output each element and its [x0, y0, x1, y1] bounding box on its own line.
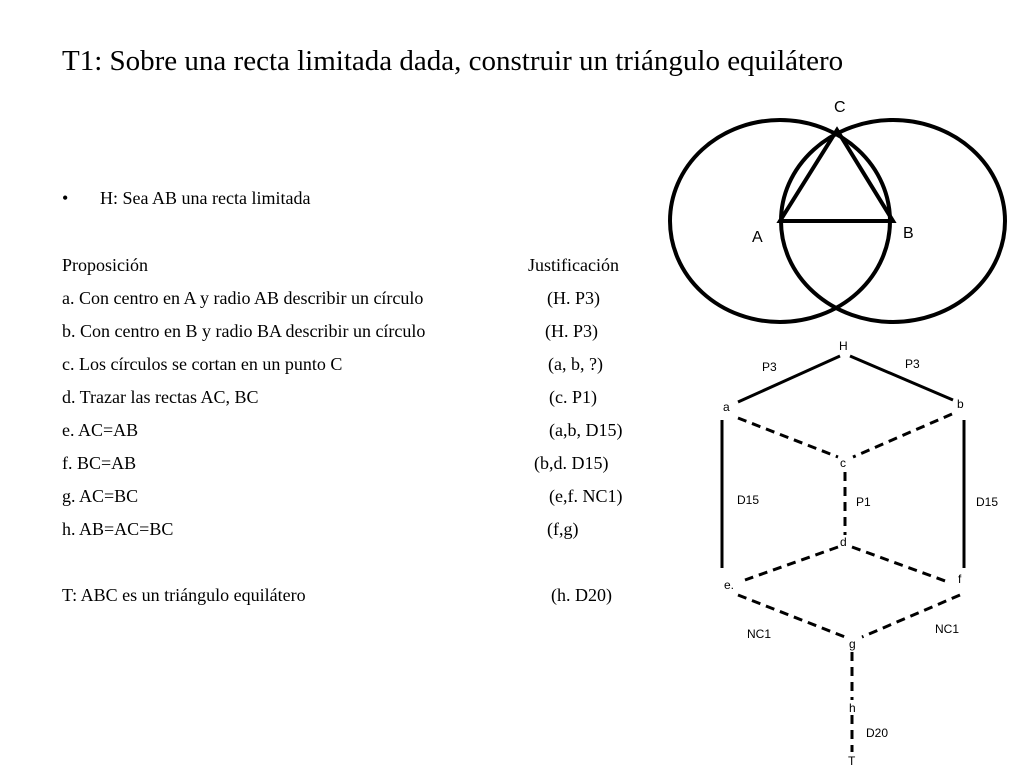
label-a: A	[752, 229, 763, 246]
header-proposicion: Proposición	[62, 255, 149, 275]
edge-d-f	[852, 547, 948, 582]
row-justification: (c. P1)	[549, 387, 597, 407]
edge-h-b	[850, 356, 953, 400]
node-g: g	[849, 637, 856, 651]
edge-h-a	[738, 356, 840, 402]
edge-label-a-e: D15	[737, 493, 760, 507]
row-justification: (H. P3)	[547, 288, 600, 308]
row-proposition: b. Con centro en B y radio BA describir un círculo	[62, 321, 426, 341]
dependency-graph	[722, 356, 964, 752]
row-justification: (b,d. D15)	[534, 453, 609, 473]
conclusion-justification: (h. D20)	[551, 585, 612, 605]
label-b: B	[903, 225, 914, 242]
graph-node-labels	[723, 339, 964, 768]
hypothesis-text: H: Sea AB una recta limitada	[100, 188, 311, 208]
row-proposition: f. BC=AB	[62, 453, 137, 473]
node-a: a	[723, 400, 730, 414]
edge-b-c	[853, 414, 952, 457]
graph-edge-labels	[737, 357, 998, 740]
row-justification: (H. P3)	[545, 321, 598, 341]
conclusion-proposition: T: ABC es un triángulo equilátero	[62, 585, 306, 605]
edge-label-h-a: P3	[762, 360, 777, 374]
edge-label-b-f: D15	[976, 495, 999, 509]
node-c: c	[840, 456, 846, 470]
slide-title: T1: Sobre una recta limitada dada, construir un triángulo equilátero	[62, 45, 844, 77]
edge-label-e-g: NC1	[747, 627, 772, 641]
construction-figure	[670, 120, 1005, 322]
edge-label-h-b: P3	[905, 357, 920, 371]
row-proposition: d. Trazar las rectas AC, BC	[62, 387, 259, 407]
node-f: f	[958, 572, 962, 586]
row-justification: (e,f. NC1)	[549, 486, 623, 506]
row-justification: (a,b, D15)	[549, 420, 623, 440]
node-b: b	[957, 397, 964, 411]
node-e: e.	[724, 578, 735, 592]
row-justification: (a, b, ?)	[548, 354, 603, 374]
row-proposition: e. AC=AB	[62, 420, 139, 440]
node-h: H	[839, 339, 848, 353]
row-proposition: h. AB=AC=BC	[62, 519, 174, 539]
header-justificacion: Justificación	[528, 255, 619, 275]
row-proposition: g. AC=BC	[62, 486, 139, 506]
edge-label-f-g: NC1	[935, 622, 960, 636]
node-t: T	[848, 754, 856, 768]
edge-a-c	[738, 418, 838, 457]
edge-label-h-t: D20	[866, 726, 889, 740]
node-h-lower: h	[849, 701, 856, 715]
label-c: C	[834, 99, 846, 116]
node-d: d	[840, 535, 847, 549]
edge-d-e	[745, 547, 838, 580]
edge-label-c-d: P1	[856, 495, 871, 509]
row-proposition: a. Con centro en A y radio AB describir un círculo	[62, 288, 424, 308]
bullet: •	[62, 188, 69, 208]
row-proposition: c. Los círculos se cortan en un punto C	[62, 354, 343, 374]
row-justification: (f,g)	[547, 519, 579, 539]
